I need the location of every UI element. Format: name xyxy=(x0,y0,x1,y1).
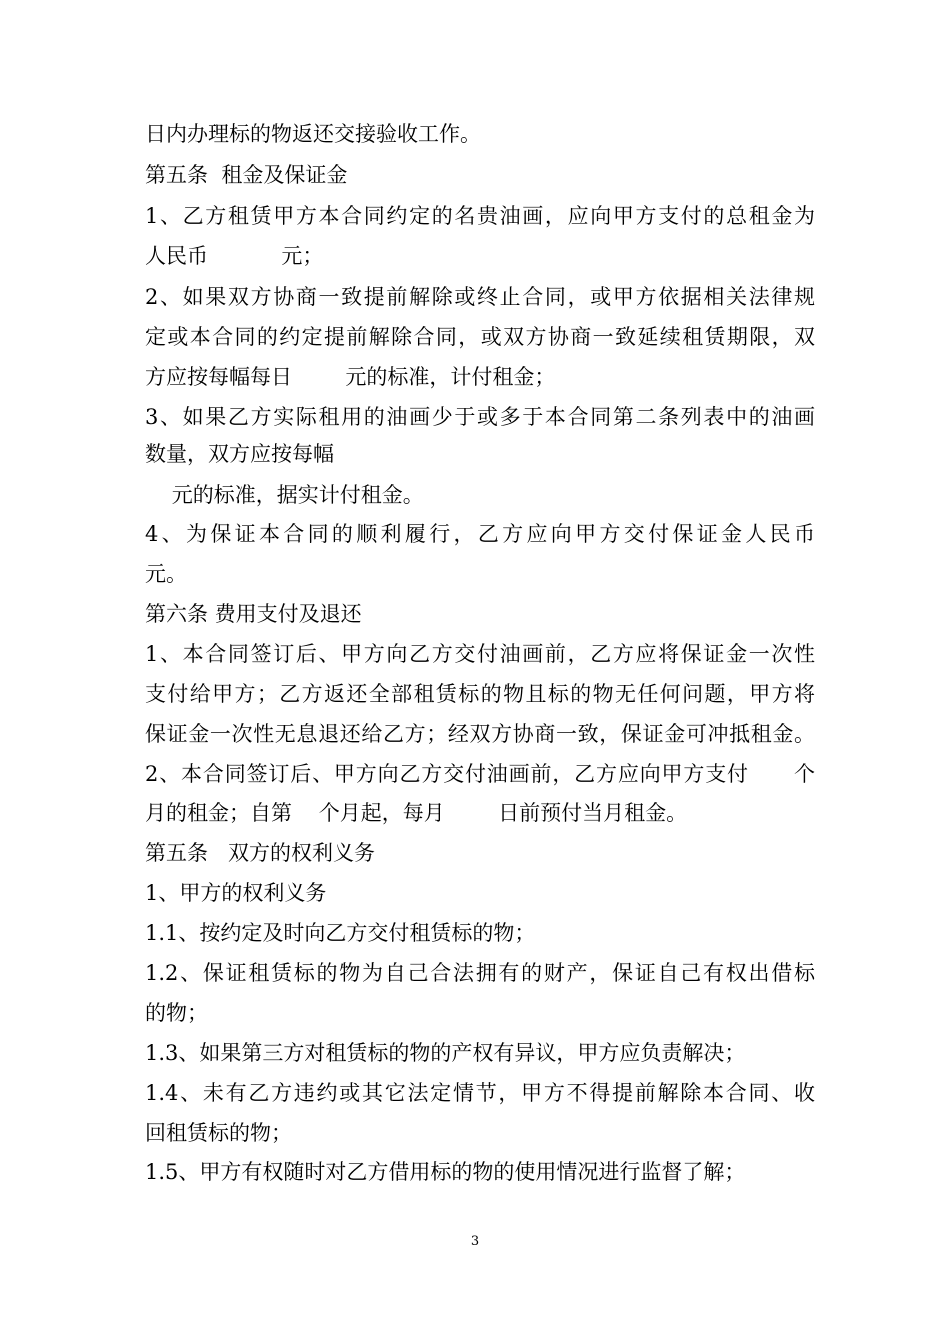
text-line: 方应按每幅每日 元的标准，计付租金； xyxy=(145,365,556,389)
text-line: 定或本合同的约定提前解除合同，或双方协商一致延续租赁期限，双 xyxy=(145,325,815,349)
section-heading: 第五条 双方的权利义务 xyxy=(145,841,376,865)
text-line: 数量，双方应按每幅 xyxy=(145,442,334,466)
text-line: 回租赁标的物； xyxy=(145,1121,292,1145)
text-line: 4、为保证本合同的顺利履行，乙方应向甲方交付保证金人民币 xyxy=(145,522,815,546)
text-line: 1.5、甲方有权随时对乙方借用标的物的使用情况进行监督了解； xyxy=(145,1160,746,1184)
text-line: 人民币 元； xyxy=(145,244,324,268)
text-line: 支付给甲方；乙方返还全部租赁标的物且标的物无任何问题，甲方将 xyxy=(145,682,815,706)
page-number: 3 xyxy=(470,1234,480,1249)
text-line: 的物； xyxy=(145,1001,208,1025)
text-line: 1、本合同签订后、甲方向乙方交付油画前，乙方应将保证金一次性 xyxy=(145,642,815,666)
text-line: 2、本合同签订后、甲方向乙方交付油画前，乙方应向甲方支付 个 xyxy=(145,762,815,786)
text-line: 1.3、如果第三方对租赁标的物的产权有异议，甲方应负责解决； xyxy=(145,1041,746,1065)
text-line: 保证金一次性无息退还给乙方；经双方协商一致，保证金可冲抵租金。 xyxy=(145,722,815,746)
text-line: 3、如果乙方实际租用的油画少于或多于本合同第二条列表中的油画 xyxy=(145,405,815,429)
subsection-heading: 1、甲方的权利义务 xyxy=(145,881,327,905)
section-heading: 第六条 费用支付及退还 xyxy=(145,602,362,626)
text-line: 元。 xyxy=(145,562,187,586)
text-line: 1、乙方租赁甲方本合同约定的名贵油画，应向甲方支付的总租金为 xyxy=(145,204,815,228)
text-line: 日内办理标的物返还交接验收工作。 xyxy=(145,122,481,146)
text-line: 1.4、未有乙方违约或其它法定情节，甲方不得提前解除本合同、收 xyxy=(145,1081,815,1105)
section-heading: 第五条 租金及保证金 xyxy=(145,163,348,187)
text-line: 2、如果双方协商一致提前解除或终止合同，或甲方依据相关法律规 xyxy=(145,285,815,309)
text-line: 1.2、保证租赁标的物为自己合法拥有的财产，保证自己有权出借标 xyxy=(145,961,815,985)
text-line: 1.1、按约定及时向乙方交付租赁标的物； xyxy=(145,921,536,945)
text-line: 月的租金；自第 个月起，每月 日前预付当月租金。 xyxy=(145,801,688,825)
text-line: 元的标准，据实计付租金。 xyxy=(145,483,424,507)
